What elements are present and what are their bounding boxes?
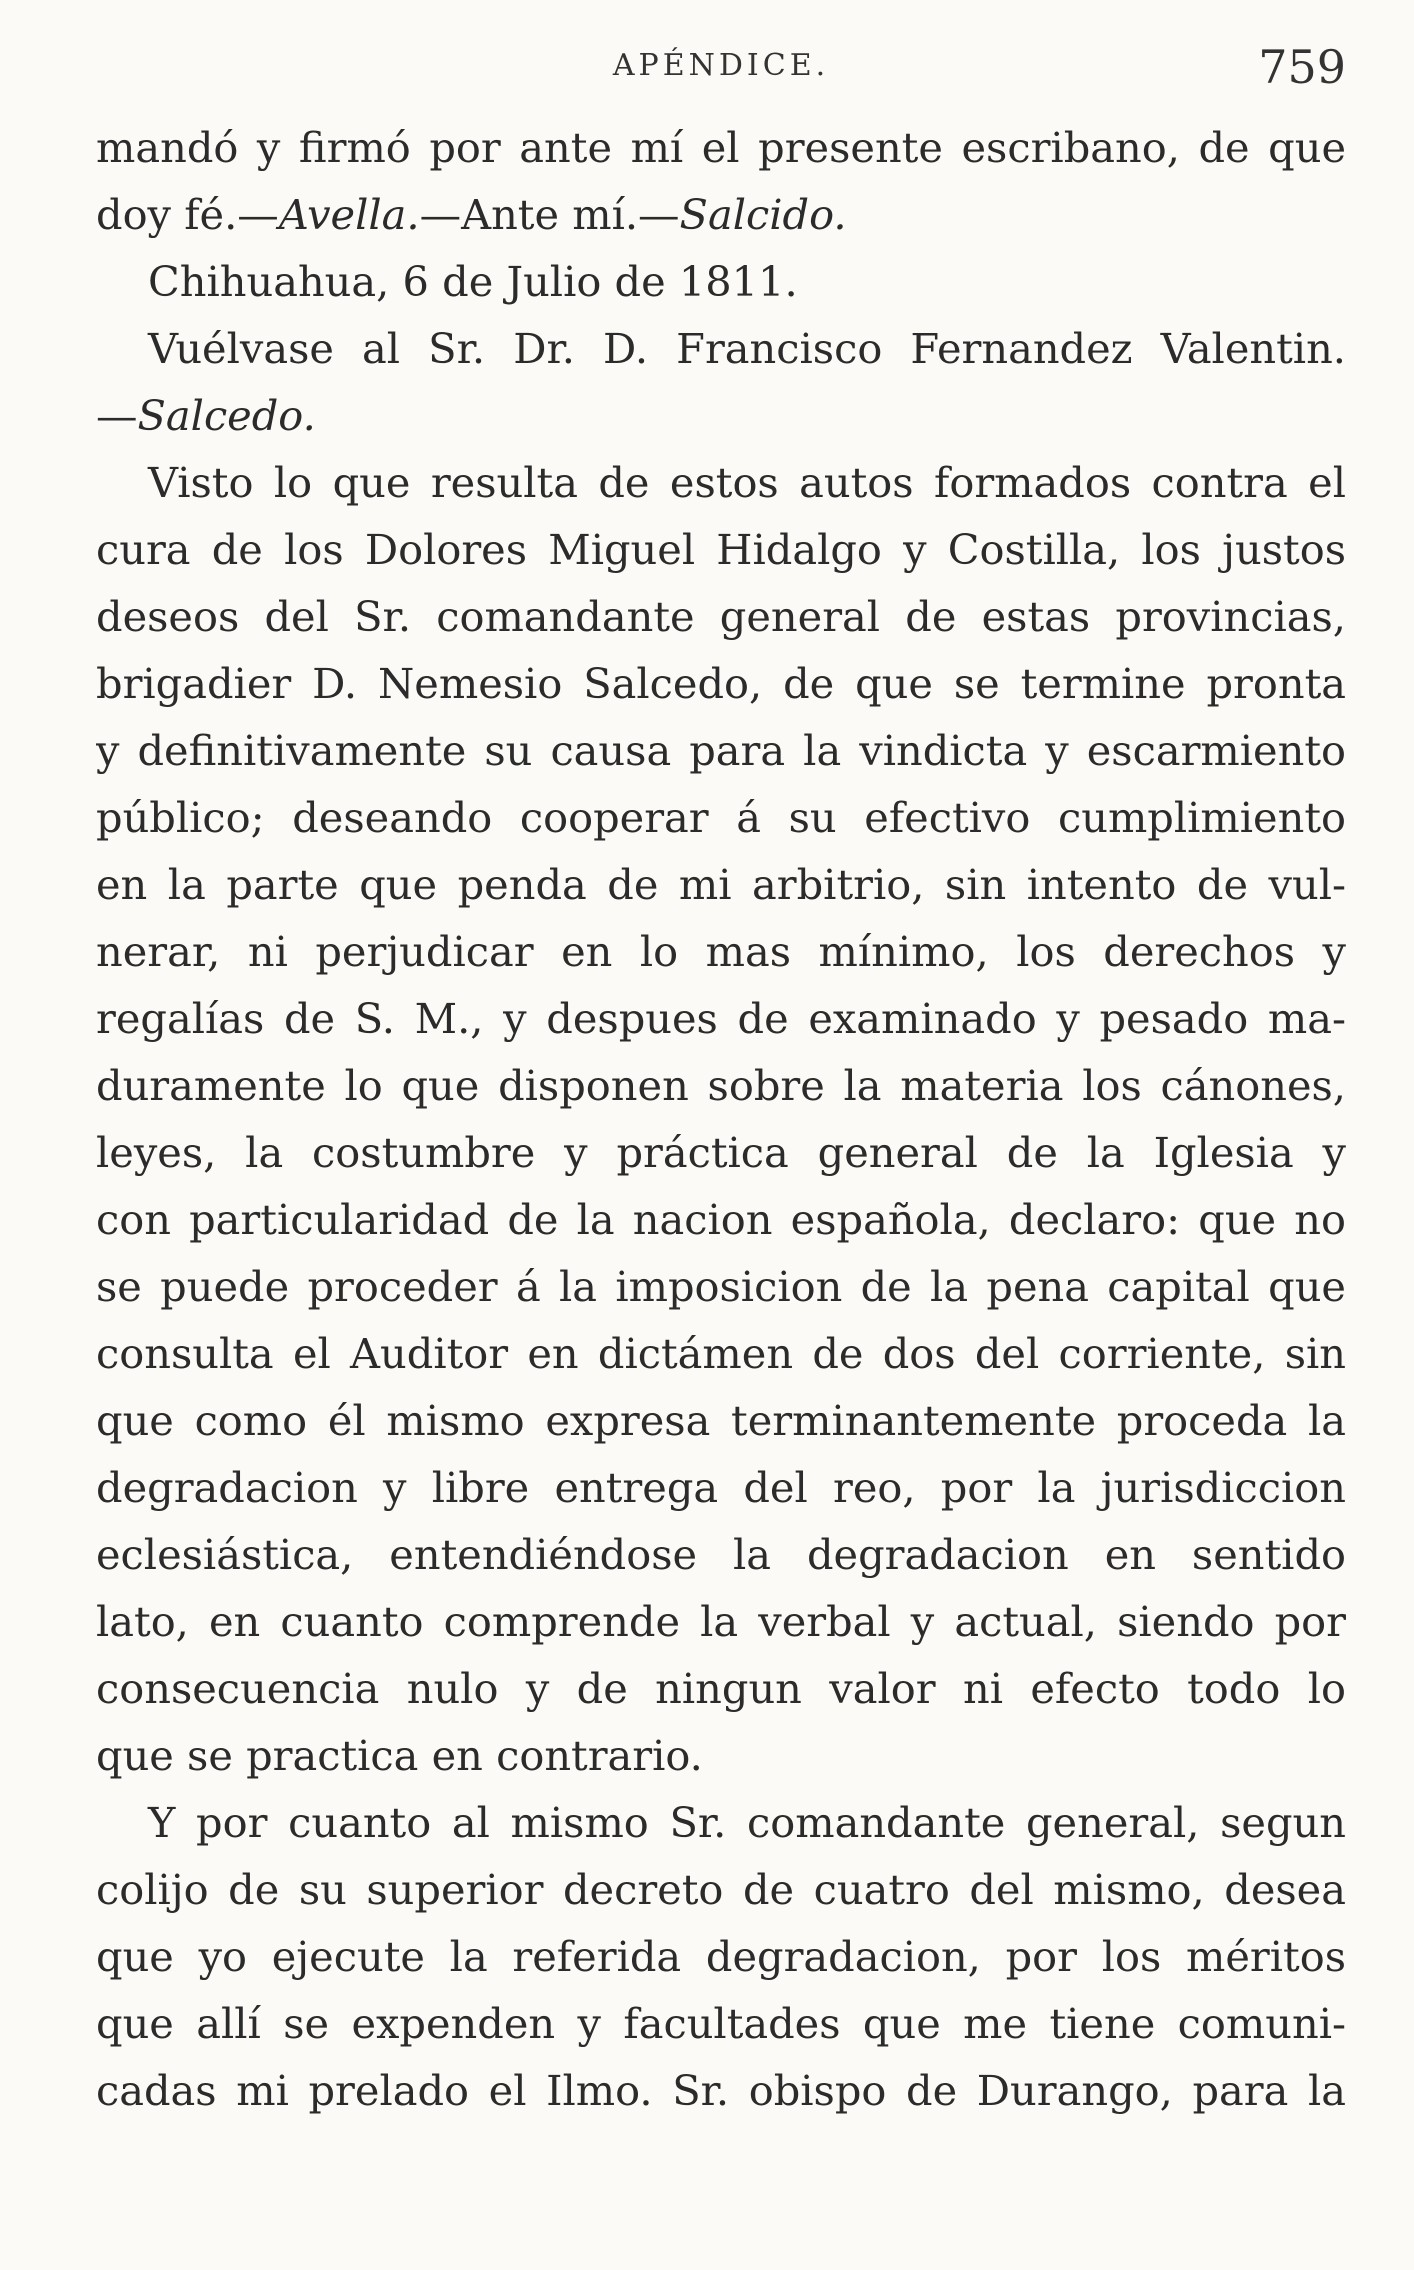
text-line: que como él mismo expresa terminantemente proceda la [96,1396,1346,1445]
signature-name: Salcedo. [137,391,316,440]
text-line: degradacion y libre entrega del reo, por la jurisdiccion [96,1463,1346,1512]
text-line: se puede proceder á la imposicion de la pena capital que [96,1262,1346,1311]
text-line: que yo ejecute la referida degradacion, por los méritos [96,1932,1346,1981]
text-line: cadas mi prelado el Ilmo. Sr. obispo de Durango, para la [96,2066,1346,2115]
text-span: doy fé.— [96,190,279,239]
text-line [96,185,1346,247]
text-line: leyes, la costumbre y práctica general de la Iglesia y [96,1128,1346,1177]
text-line: consulta el Auditor en dictámen de dos del corriente, sin [96,1329,1346,1378]
text-line: duramente lo que disponen sobre la materia los cánones, [96,1061,1346,1110]
text-line: colijo de su superior decreto de cuatro del mismo, desea [96,1865,1346,1914]
text-line: Vuélvase al Sr. Dr. D. Francisco Fernandez Valentin. [148,324,1346,373]
text-line [96,386,1346,448]
text-line: Chihuahua, 6 de Julio de 1811. [148,257,798,306]
text-line: público; deseando cooperar á su efectivo cumplimiento [96,793,1346,842]
text-span: — [96,391,138,440]
signature-name: Salcido. [679,190,847,239]
text-line: Y por cuanto al mismo Sr. comandante general, segun [148,1798,1346,1847]
signature-name: Avella. [278,190,420,239]
running-head: APÉNDICE. [612,48,830,83]
page-number: 759 [1258,40,1346,94]
text-line: cura de los Dolores Miguel Hidalgo y Costilla, los justos [96,525,1346,574]
text-line: deseos del Sr. comandante general de estas provincias, [96,592,1346,641]
text-line: Visto lo que resulta de estos autos formados contra el [148,458,1346,507]
text-line: que allí se expenden y facultades que me tiene comuni- [96,1999,1346,2048]
page-header [96,40,1346,100]
text-line: lato, en cuanto comprende la verbal y actual, siendo por [96,1597,1346,1646]
text-line: consecuencia nulo y de ningun valor ni efecto todo lo [96,1664,1346,1713]
text-line: con particularidad de la nacion española, declaro: que no [96,1195,1346,1244]
text-line: nerar, ni perjudicar en lo mas mínimo, los derechos y [96,927,1346,976]
text-line: y definitivamente su causa para la vindicta y escarmiento [96,726,1346,775]
text-line: mandó y firmó por ante mí el presente escribano, de que [96,123,1346,172]
text-line: eclesiástica, entendiéndose la degradacion en sentido [96,1530,1346,1579]
text-line: en la parte que penda de mi arbitrio, sin intento de vul- [96,860,1346,909]
text-line: regalías de S. M., y despues de examinado y pesado ma- [96,994,1346,1043]
text-line: que se practica en contrario. [96,1731,703,1780]
text-line: brigadier D. Nemesio Salcedo, de que se termine pronta [96,659,1346,708]
text-span: —Ante mí.— [419,190,680,239]
